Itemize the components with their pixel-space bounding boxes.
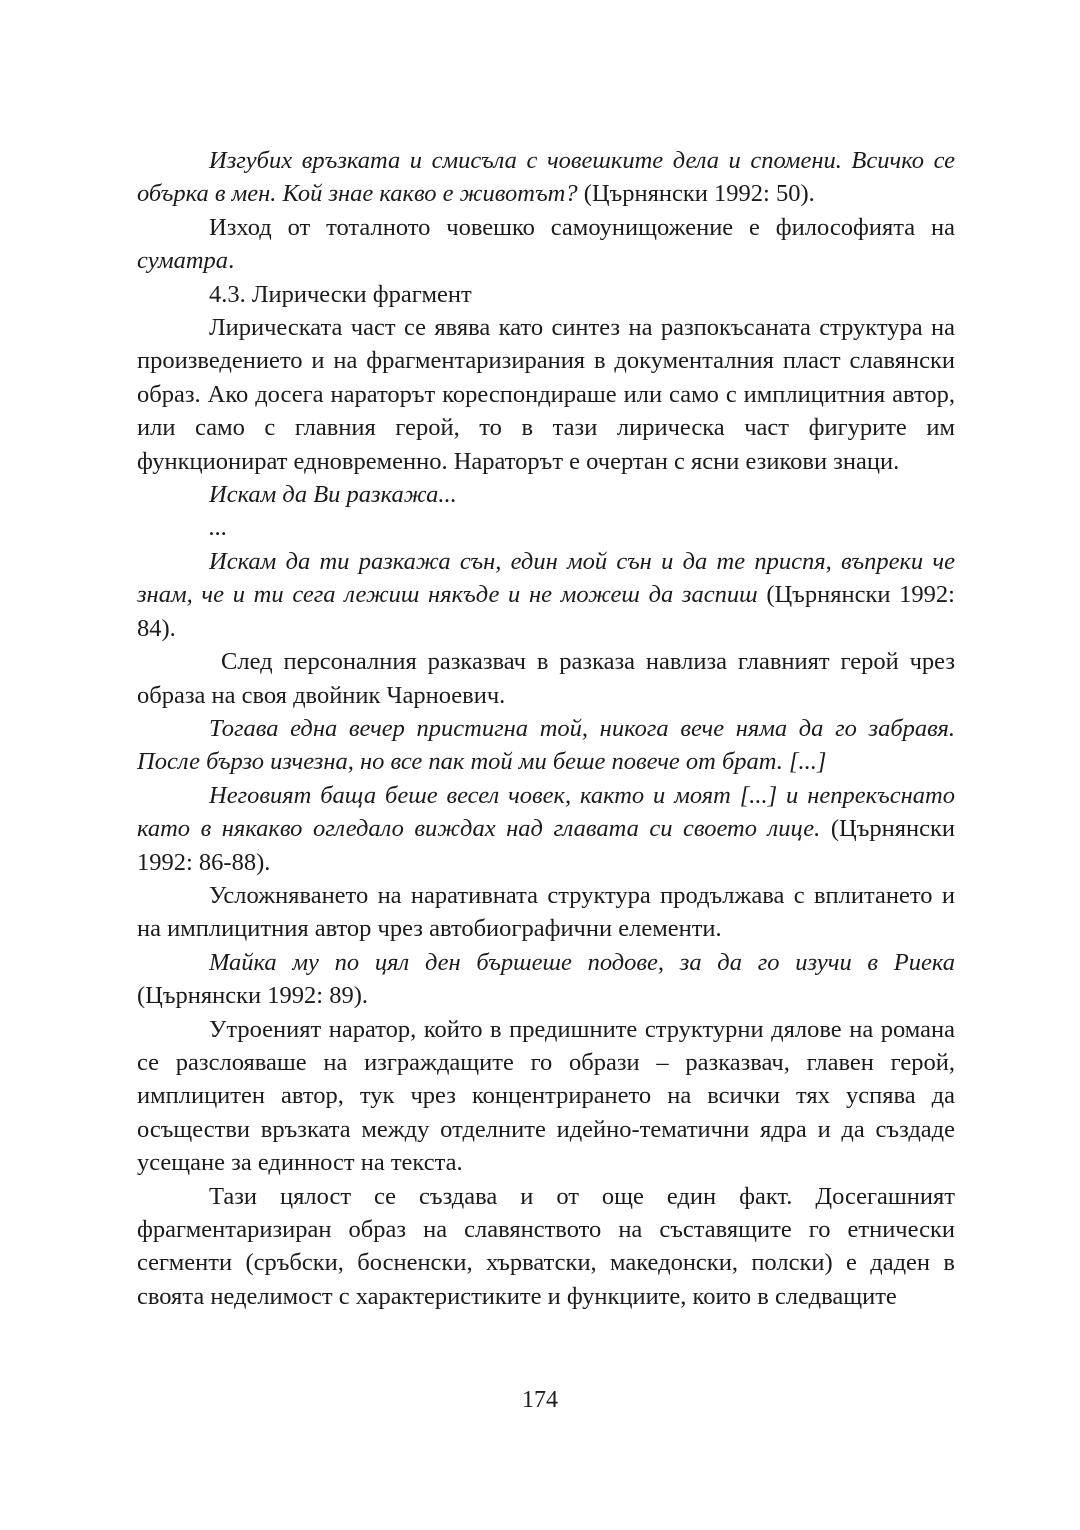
body-paragraph [137,1180,955,1314]
quote-italic: Искам да Ви разкажа... [209,481,457,509]
term-italic: суматра [137,247,229,275]
body-paragraph [137,1013,955,1180]
citation: (Църнянски 1992: 89). [137,982,368,1010]
paragraph-text: Тази цялост се създава и от още един факт. Досегашният фрагментаризиран образ на славянството на съставящите го етнически сегменти (сръбски, босненски, хърватски, македонски, полски) е даден в своята неделимост с характеристиките и функциите, които в следващите [137,1182,955,1310]
body-paragraph [137,879,955,946]
paragraph-end: . [228,247,235,275]
section-heading [137,278,955,311]
ellipsis-line [137,511,955,544]
quote-paragraph [137,144,955,211]
quote-paragraph [137,712,955,779]
paragraph-text: Усложняването на наративната структура продължава с вплитането и на имплицитния автор чрез автобиографични елементи. [137,881,955,943]
quote-italic: Искам да ти разкажа сън, един мой сън и да те приспя, въпреки че знам, че и ти сега лежиш някъде и не можеш да заспиш [137,547,955,609]
paragraph-text: След персоналния разказвач в разказа навлиза главният герой чрез образа на своя двойник Чарноевич. [137,648,955,709]
quote-paragraph [137,545,955,645]
paragraph-text: Изход от тоталното човешко самоунищожение е философията на [209,213,955,241]
quote-italic: Тогава една вечер пристигна той, никога вече няма да го забравя. После бързо изчезна, но все пак той ми беше повече от брат. [...] [137,714,955,776]
page-body [137,144,955,1313]
quote-italic: Майка му по цял ден бършеше подове, за да го изучи в Риека [209,948,955,976]
section-heading-text: 4.3. Лирически фрагмент [209,280,472,308]
paragraph-text: Лирическата част се явява като синтез на разпокъсаната структура на произведението и на фрагментаризирания в документалния пласт славянски образ. Ако досега нараторът кореспондираше или само с имплицитния автор, или само с главния герой, то в тази лирическа част фигурите им функционират едновременно. Нараторът е очертан с ясни езикови знаци. [137,314,955,475]
paragraph-text: Утроеният наратор, който в предишните структурни дялове на романа се разслояваше на изграждащите го образи – разказвач, главен герой, имплицитен автор, тук чрез концентрирането на всички тях успява да осъществи връзката между отделните идейно-тематични ядра и да създаде усещане за единност на текста. [137,1015,955,1177]
quote-paragraph [137,946,955,1013]
body-paragraph [137,311,955,478]
body-paragraph [137,211,955,278]
page-number: 174 [522,1387,558,1413]
quote-italic: Изгубих връзката и смисъла с човешките дела и спомени. Всичко се обърка в мен. Кой знае какво е животът? [137,147,955,208]
citation: (Църнянски 1992: 86-88). [137,815,955,876]
quote-italic: Неговият баща беше весел човек, както и моят [...] и непрекъснато като в някакво огледало виждах над главата си своето лице. [137,781,955,843]
citation: (Църнянски 1992: 84). [137,581,955,642]
quote-paragraph [137,478,955,511]
quote-italic: ... [209,514,228,542]
body-paragraph [137,645,955,712]
quote-paragraph [137,779,955,879]
citation: (Църнянски 1992: 50). [577,180,815,208]
